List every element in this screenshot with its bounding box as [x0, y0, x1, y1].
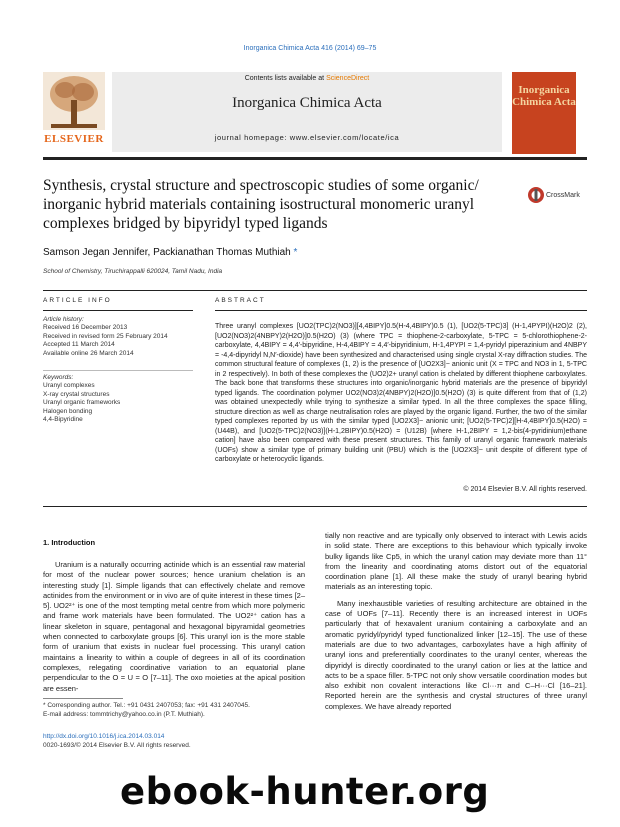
- journal-citation[interactable]: Inorganica Chimica Acta 416 (2014) 69–75: [243, 45, 377, 52]
- crossmark-label[interactable]: CrossMark: [546, 192, 580, 199]
- elsevier-wordmark: ELSEVIER: [44, 133, 104, 145]
- history-accepted: Accepted 11 March 2014: [43, 341, 115, 349]
- footnote-email[interactable]: E-mail address: tommtrichy@yahoo.co.in (P.T. Muthiah).: [43, 710, 205, 718]
- history-label: Article history:: [43, 316, 84, 323]
- article-history: [43, 316, 193, 358]
- keyword: 4,4-Bipyridine: [43, 416, 83, 424]
- intro-paragraph: tially non reactive and are typically only observed to interact with Lewis acids in solid state. There are exceptions to this behaviour which typically invoke bulky ligands like Cp5, in which the uranyl cation may deviate more than 11° from the linearity and coordinating atoms distort out of the equatorial coordination plane [1]. All these make the study of uranyl bearing hybrid materials as an interesting topic.: [325, 531, 587, 592]
- section-heading-introduction: 1. Introduction: [43, 538, 96, 547]
- abstract-text: Three uranyl complexes [UO2(TPC)2(NO3)][4,4BIPY]0.5(H-4,4BIPY)0.5 (1), [UO2(5-TPC)3] (H-1,4PYPI)(H2O)2 (2), [UO2(NO3)2(4NBPY)2(H2O)]0.5(H2O) (3) (where TPC = thiophene-2-carboxylate, 5-TPC = 5-chlorothiophene-2-carboxylate, 4,4BIPY = 4,4′-bipyridine, H-4,4BIPY = 4,4′-bipyridinium, H-1,4PYPI = 1,4-pyridyl piperazinium and 4NBPY = -4,4-dipyridyl N,N′-dioxide) have been synthesized and characterised using single crystal X-ray diffraction studies. The common structural feature of complexes (1, 2) is the presence of [UO2X3]− anionic unit (X = TPC and NO3 in 1, 5-TPC in 2 respectively). In both of these complexes the (UO2)2+ uranyl cation is chelated by different thiophene carboxylates. The back bone that transforms these structures into organic/inorganic hybrid materials are the presence of bipyridyl typed ligands. The coordination polymer UO2(NO3)2(4NBPY)2(H2O)]0.5(H2O) (3) is quite different from that of (1,2) was obtained unexpectedly while trying to synthesize a similar typed. In all the three complexes the space filling, structure direction as well as charge neutralisation roles are played by the organic ligand. Further, the two of the similar typed complexes reported by us with the similar typed [UO2X3]− anionic unit; [UO2(5-TPC)2][H-4,4BIPY]0.5(H2O) = (U44B), and [UO2(5-TPC)2(NO3)](H-1,2BIPY)0.5(H2O) = (U12B) [where H-1,2BIPY = 1,2-bis(4-pyridinium)ethane cation] have also been compared with these present structures. This family of uranyl organic framework materials (UOFs) show a similar type of primary building unit (PBU) which is the [UO2X3]− unit despite of different type of carboxylate or heterocyclic ligands.: [215, 323, 587, 463]
- history-received: Received 16 December 2013: [43, 324, 128, 332]
- journal-homepage[interactable]: journal homepage: www.elsevier.com/locate/ica: [214, 133, 400, 142]
- intro-left-column: [43, 560, 305, 694]
- keywords: [43, 374, 193, 424]
- keyword: Halogen bonding: [43, 407, 93, 415]
- corresponding-author-mark[interactable]: *: [293, 247, 298, 258]
- journal-name: Inorganica Chimica Acta: [232, 95, 382, 111]
- keywords-rule: [43, 370, 193, 371]
- keyword: X-ray crystal structures: [43, 390, 110, 398]
- issn-line: 0020-1693/© 2014 Elsevier B.V. All rights reserved.: [43, 741, 191, 749]
- abstract-heading: ABSTRACT: [215, 297, 266, 304]
- intro-paragraph: Many inexhaustible varieties of resulting architecture are obtained in the case of UOFs [7–11]. Recently there is an increased interest in UOFs particularly that of hexavalent uranium containing a carboxylate and an aromatic pyridyl/pyridyl typed functionalized linker [12–15]. The use of these materials are due to two advantages, carboxylates have a high affinity of uranyl ions and preferentially coordinates to the uranyl center, whereas the dipyridyl is directly coordinated to the uranyl cation or lies at the lattice and acts to be a space filler. 5-TPC not only show versatile coordination modes but also exhibit non covalent interactions like Cl···π and C–H···Cl [16–21]. Reported herein are the synthesis and crystal structures of three uranyl complexes. We have already reported: [325, 598, 587, 711]
- article-info-heading: ARTICLE INFO: [43, 297, 112, 304]
- keywords-label: Keywords:: [43, 374, 74, 381]
- contents-prefix: Contents lists available at: [244, 75, 327, 82]
- keyword: Uranyl organic frameworks: [43, 399, 121, 407]
- doi-link[interactable]: http://dx.doi.org/10.1016/j.ica.2014.03.014: [43, 733, 165, 740]
- contents-available-line: [112, 75, 502, 82]
- cover-title: Inorganica Chimica Acta: [512, 84, 576, 108]
- history-online: Available online 26 March 2014: [43, 349, 134, 357]
- affiliation: School of Chemistry, Tiruchirappalli 620024, Tamil Nadu, India: [43, 268, 223, 275]
- author-list: [43, 247, 297, 258]
- title-rule: [43, 290, 587, 291]
- footnote-contact: * Corresponding author. Tel.: +91 0431 2407053; fax: +91 431 2407045.: [43, 702, 250, 709]
- watermark: ebook-hunter.org: [120, 770, 490, 813]
- abstract-copyright: © 2014 Elsevier B.V. All rights reserved.: [463, 486, 587, 493]
- abstract-rule: [215, 310, 587, 311]
- crossmark-icon[interactable]: [527, 186, 545, 204]
- keyword: Uranyl complexes: [43, 382, 95, 390]
- header-rule: [43, 157, 587, 160]
- footnote-rule: [43, 698, 123, 699]
- history-revised: Received in revised form 25 February 2014: [43, 332, 168, 340]
- author-names: Samson Jegan Jennifer, Packianathan Thomas Muthiah: [43, 247, 291, 258]
- abstract-bottom-rule: [43, 506, 587, 507]
- article-info-rule: [43, 310, 193, 311]
- corresponding-author-footnote: [43, 702, 305, 719]
- doi-block: [43, 733, 191, 750]
- sciencedirect-link[interactable]: ScienceDirect: [326, 75, 370, 82]
- intro-right-column: [325, 531, 587, 712]
- article-title: Synthesis, crystal structure and spectroscopic studies of some organic/ inorganic hybrid materials containing isostructural monomeric uranyl complexes bridged by bipyridyl typed ligands: [43, 177, 479, 232]
- intro-paragraph: Uranium is a naturally occurring actinide which is an essential raw material for most of the nuclear power sources; hence uranium chelation is an interesting study [1]. Simple ligands that can effectively chelate and remove actinides from the environment or in vivo are of quite interest in these times [2–5]. UO2²⁺ is one of the most tempting metal centre from which more polymeric and frame work materials have been formulated. The UO2²⁺ cation has a linear skeleton in square, pentagonal and hexagonal bipyramidal geometries when connected to carboxylate groups [6]. This uranyl ion is the more stable form of uranium that exists in nuclear fuel processing. This uranyl cation maintains a linearity to within a couple of degrees in all of its coordination complexes, relegating coordinative variation to an equatorial plane perpendicular to the O = U = O [7–11]. The oxo moieties at the apical position are essen-: [43, 560, 305, 693]
